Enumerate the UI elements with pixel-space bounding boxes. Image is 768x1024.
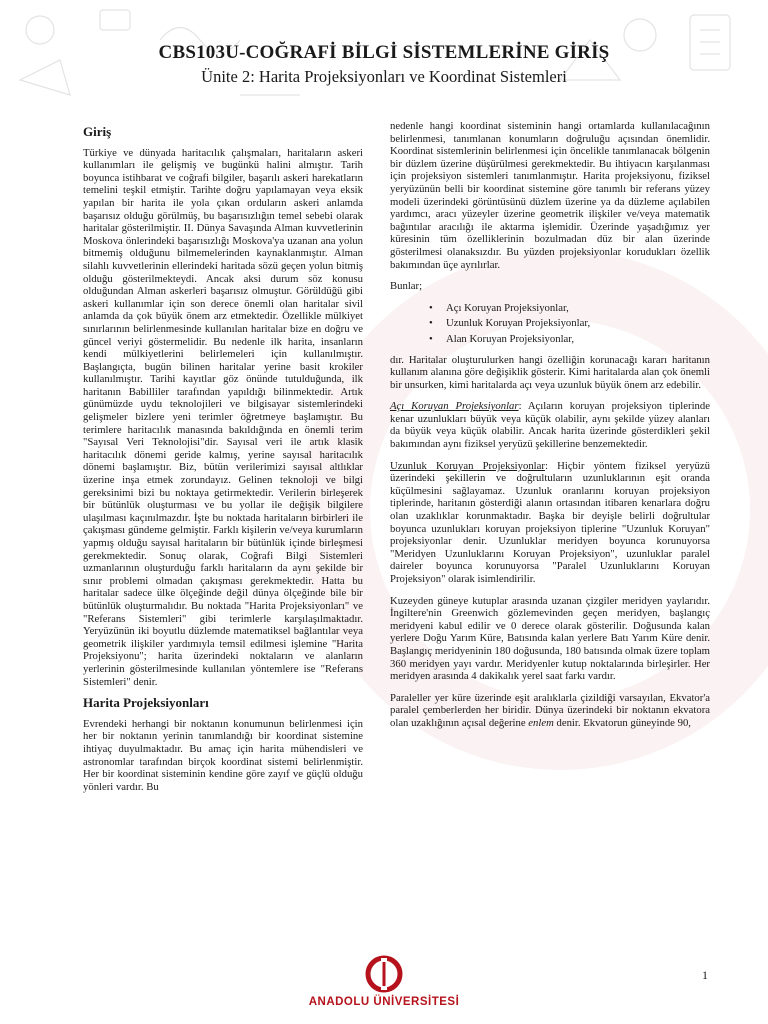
page-header <box>0 42 768 87</box>
list-item: • Uzunluk Koruyan Projeksiyonlar, <box>446 317 710 330</box>
heading-giris: Giriş <box>83 124 112 139</box>
document-subtitle: Ünite 2: Harita Projeksiyonları ve Koordinat Sistemleri <box>201 67 567 86</box>
paragraph-aci-koruyan <box>390 400 710 450</box>
paragraph-giris: Türkiye ve dünyada haritacılık çalışmaları, haritaların askeri kullanımları ile gelişmiş ve bugünkü halini almıştır. Tarih boyunca istihbarat ve coğrafi bilgiler, başarılı askeri harekatların temelini teşkil etmiştir. Tarihte doğru yapılamayan veya eksik yapılan bir harita ile yola çıkan orduların askeri anlamda başarısız olduğu görülmüş, bu başarısızlığın temel sebebi olarak haritalar gösterilmiştir. II. Dünya Savaşında Alman kuvvetlerinin Moskova önlerindeki başarısızlığı Moskova'ya uzanan ana yolun bitmemiş olduğunu bilmemelerinden kaynaklanmıştır. Alman silahlı kuvvetlerinin ellerindeki haritada sözü geçen yolun bitmiş olduğu gösterilmekteydi. Ancak aksi durum söz konusu olduğundan Alman askerleri başarısız olmuştur. Görüldüğü gibi askeri kullanımlar için son derece önemli olan haritalar sivil anlamda da çok büyük önem arz etmektedir. Özellikle mülkiyet sınırlarının belirlenmesinde kullanılan haritalar bize en doğru ve güncel veriyi göstermelidir. Bu nedenle ilk harita, insanların kendi mülkiyetlerini belirlemeleri için kullanılmıştır. Başlangıçta, bugün bilinen haritalar yerine basit krokiler kullanılmıştır. Tarihi kayıtlar göz önünde tutulduğunda, ilk haritanın Babilliler tarafından yapıldığı bilinmektedir. Artık günümüzde uydu teknolojileri ve bilgisayar sistemlerindeki gelişmeler bizlere yeni terimler öğretmeye başlamıştır. Bu terimlere haritacılık manasında bakıldığında en önemli terim "Sayısal Veri Teknolojisi"dir. Sayısal veri ile artık klasik haritacılık dönemi geride kalmış, yerine sayısal haritacılık dönemi başlamıştır. Biz, bütün verilerimizi sayısal altlıklar üzerine inşa etmek zorundayız. Gelinen teknoloji ve bilgi gereksinimi bizi bu noktaya getirmektedir. Verilerin birleşerek bir bütünlük oluşturması ve bu yollar ile değişik bilgilere ulaşılması kaçınılmazdır. İşte bu noktada haritaların birbirleri ile çakışması gündeme gelmiştir. Farklı kişilerin ve/veya kurumların yapmış olduğu sayısal haritaların bir bütünlük içinde birleşmesi gerekmektedir. Sonuç olarak, Coğrafi Bilgi Sistemleri uzmanlarının oluşturduğu farklı haritaların da aynı şekilde bir sınır problemi olmadan çakışması gerekmektedir. Hatta bu haritalar sadece ülke ölçeğinde değil dünya ölçeğinde bile bir bütünlük oluşturmalıdır. Bu noktada "Harita Projeksiyonları" ve "Referans Sistemleri" gibi terimlerle karşılaşılmaktadır. Yeryüzünün iki boyutlu düzlemde matematiksel bağlantılar veya geometrik ilişkiler yardımıyla temsil edilmesi işlemine "Harita Projeksiyonu"; harita üzerindeki noktaların ve alanların yerlerinin gösterilmesinde kullanılan yöntemlere ise "Referans Sistemleri" denir. <box>83 146 363 688</box>
term-uzunluk-koruyan: Uzunluk Koruyan Projeksiyonlar <box>390 459 545 472</box>
term-enlem: enlem <box>528 716 554 729</box>
text-uzunluk-koruyan: : Hiçbir yöntem fiziksel yeryüzü üzerindeki şekillerin ve doğrultuların uzunluklarının eşit oranda küçülmesini sağlayamaz. Uzunluk oranlarını koruyan projeksiyon tiplerinde, haritanın gösterdiği alanın ortasından itibaren kenarlara doğru olan uzaklıklar korunmaktadır. Başka bir deyişle belirli doğrultular boyunca uzunlukları koruyan projeksiyon tiplerine "Uzunluk Koruyan" projeksiyonlar denir. Uzunluklar meridyen boyunca korunuyorsa "Meridyen Uzunluklarını Koruyan Projeksiyon", uzunluklar paralel daireler boyunca korunuyorsa "Paralel Uzunluklarını Koruyan Projeksiyon" olarak isimlendirilir. <box>390 459 710 585</box>
paragraph-paraleller: Paraleller yer küre üzerinde eşit aralıklarla çizildiği varsayılan, Ekvator'a paralel çemberlerden her biridir. Dünya üzerindeki bir noktanın ekvatora olan uzaklığının açısal değerine enlem denir. Ekvatorun güneyinde 90, <box>390 691 710 729</box>
anadolu-logo-icon <box>364 954 404 994</box>
left-column <box>83 120 363 802</box>
paragraph-bunlar: Bunlar; <box>390 280 423 293</box>
paragraph-meridyen: Kuzeyden güneye kutuplar arasında uzanan çizgiler meridyen yaylarıdır. İngiltere'nin Greenwich gözlemevinden geçen meridyen, başlangıç meridyeni kabul edilir ve 0 derece olarak gösterilir. Doğusunda kalan yerlere Doğu Yarım Küre, Batısında kalan yerlere Batı Yarım Küre denir. Başlangıç meridyeninin 180 doğusunda, 180 batısında olmak üzere toplam 360 meridyen yayı vardır. Meridyenler kutup noktalarında birleşirler. Her meridyen arasında 4 dakikalık yerel saat farkı vardır. <box>390 594 710 683</box>
paragraph-uzunluk-koruyan <box>390 460 710 586</box>
paragraph-continuation: nedenle hangi koordinat sisteminin hangi ortamlarda kullanılacağının belirlenmesi, tanımlanan konumların doğruluğu açısından önemlidir. Koordinat sistemlerinin belirlenmesi için öncelikle tanımlanacak bölgenin bir düzlem üzerine düşürülmesi gerekmektedir. Bu ihtiyacın karşılanması için projeksiyon sistemleri tanımlanmıştır. Harita projeksiyonu, fiziksel yeryüzünün belli bir koordinat sistemine göre tanımlı bir referans yüzey modeli üzerindeki görüntüsünü düzlem üzerine ya da düzleme açılabilen yardımcı, aracı yüzeyler üzerine geometrik ilişkiler ve/veya matematik bağıntılar aracılığı ile aktarma işlemidir. Üzerinde yaşadığımız yer küresinin tüm özelliklerinin bozulmadan düz bir alan üzerinde gösterilmesi olanaksızdır. Bu yüzden projeksiyonlar korudukları özellik bakımından üçe ayrılırlar. <box>390 120 710 271</box>
text-aci-koruyan: : Açıların koruyan projeksiyon tiplerinde kenar uzunlukları büyük veya küçük olabilir, aynı şekilde yüzey alanları da büyük veya küçük olabilir. Ancak harita üzerinde gösterdikleri şekil bakımından aynı fiziksel yeryüzü şekillerine benzemektedir. <box>390 400 710 451</box>
paragraph-harita-projeksiyonlari: Evrendeki herhangi bir noktanın konumunun belirlenmesi için her bir noktanın yerinin tanımlandığı bir koordinat sistemine ihtiyaç duyulmaktadır. Bu amaç için harita mühendisleri ve astronomlar tarafından birçok koordinat sistemi belirlenmiştir. Her bir koordinat sisteminin kendine göre zayıf ve güçlü olduğu yönleri vardır. Bu <box>83 717 363 793</box>
paragraph-ozellik: dır. Haritalar oluşturulurken hangi özelliğin korunacağı kararı haritanın kullanım alanına göre değişiklik gösterir. Kimi haritalarda alan çok önemli bir unsurken, kimi haritalarda açı veya uzunluk büyük önem arz edebilir. <box>390 353 710 391</box>
university-name: ANADOLU ÜNİVERSİTESİ <box>308 996 460 1008</box>
document-title: CBS103U-COĞRAFİ BİLGİ SİSTEMLERİNE GİRİŞ <box>158 42 610 63</box>
list-item: • Açı Koruyan Projeksiyonlar, <box>446 302 710 315</box>
university-logo <box>0 954 768 1008</box>
heading-harita-projeksiyonlari: Harita Projeksiyonları <box>83 695 209 711</box>
page-number: 1 <box>702 968 708 982</box>
term-aci-koruyan: Açı Koruyan Projeksiyonlar <box>390 400 519 413</box>
right-column <box>390 120 710 739</box>
projection-types-list <box>390 302 710 346</box>
list-item: • Alan Koruyan Projeksiyonlar, <box>446 333 710 346</box>
